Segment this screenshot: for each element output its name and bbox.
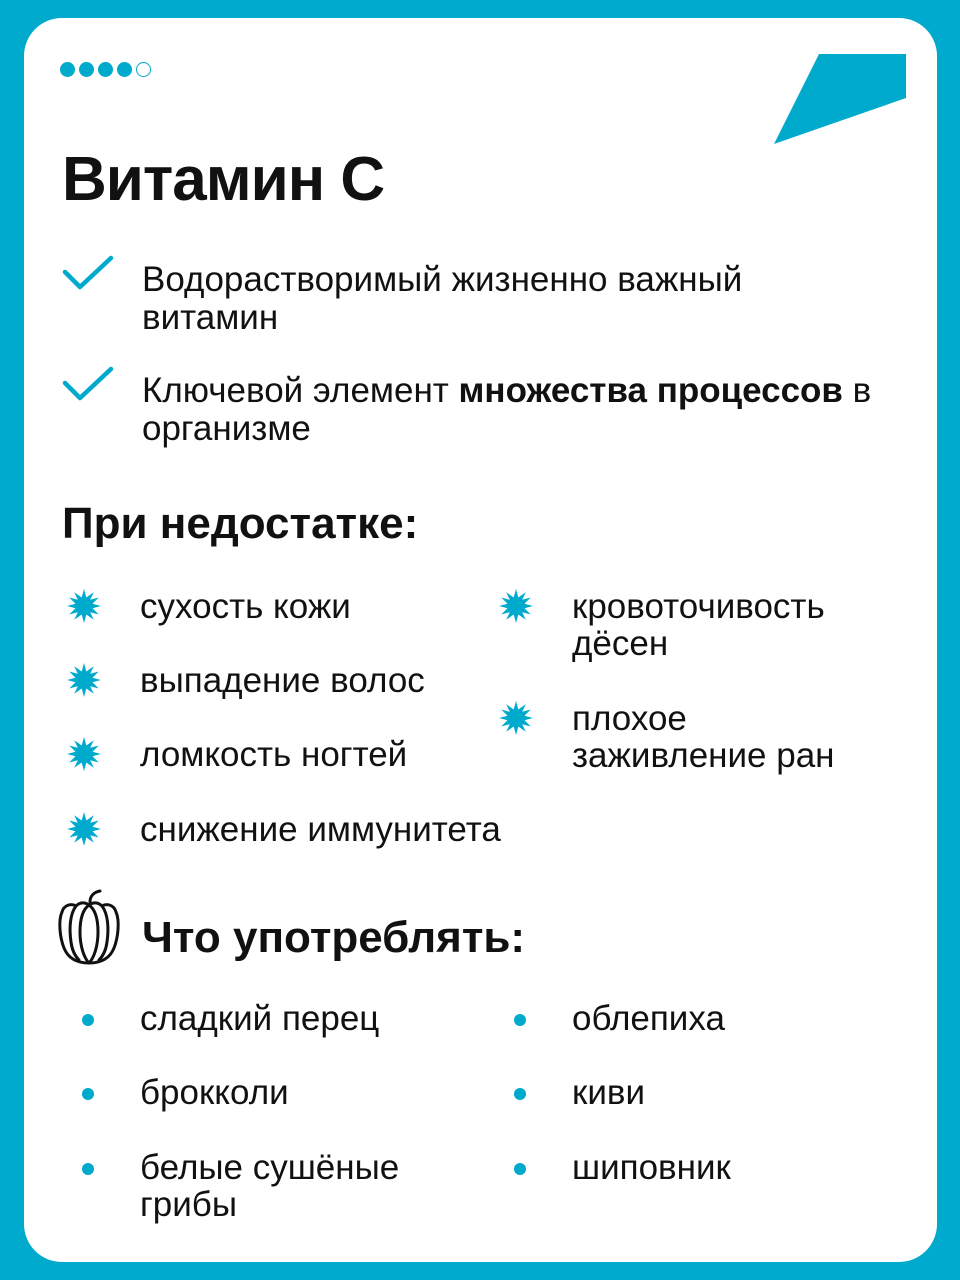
- progress-dot-filled: [98, 62, 113, 77]
- symptom-label: плохое заживление ран: [572, 699, 835, 775]
- symptom-label: сухость кожи: [140, 587, 351, 626]
- page-title: Витамин С: [62, 145, 385, 214]
- bullet-icon: [514, 1088, 526, 1100]
- starburst-icon: [66, 736, 102, 772]
- bullet-icon: [82, 1014, 94, 1026]
- bullet-icon: [514, 1163, 526, 1175]
- food-label: облепиха: [572, 999, 725, 1038]
- progress-dot-filled: [79, 62, 94, 77]
- bell-pepper-icon: [54, 888, 124, 968]
- symptom-label: снижение иммунитета: [140, 810, 501, 849]
- progress-dot-filled: [117, 62, 132, 77]
- bullet-icon: [82, 1163, 94, 1175]
- checkmark-icon: [62, 255, 114, 295]
- deficiency-heading: При недостатке:: [62, 499, 419, 548]
- starburst-icon: [66, 588, 102, 624]
- starburst-icon: [66, 662, 102, 698]
- checkmark-icon: [62, 366, 114, 406]
- bullet-icon: [514, 1014, 526, 1026]
- fact-item: [62, 371, 872, 448]
- symptom-label: кровоточивость дёсен: [572, 587, 825, 663]
- progress-dot-filled: [60, 62, 75, 77]
- food-label: сладкий перец: [140, 999, 380, 1038]
- progress-dot-empty: [136, 62, 151, 77]
- symptom-label: выпадение волос: [140, 661, 425, 700]
- symptom-label: ломкость ногтей: [140, 735, 408, 774]
- food-label: брокколи: [140, 1073, 289, 1112]
- starburst-icon: [498, 700, 534, 736]
- fact-text: Ключевой элемент множества процессов в организме: [142, 371, 872, 448]
- fact-item: [62, 260, 743, 337]
- food-label: шиповник: [572, 1148, 731, 1187]
- starburst-icon: [66, 811, 102, 847]
- progress-dots: [60, 62, 151, 77]
- starburst-icon: [498, 588, 534, 624]
- foods-heading: Что употреблять:: [142, 913, 526, 962]
- bullet-icon: [82, 1088, 94, 1100]
- corner-decoration-shape: [774, 54, 909, 146]
- food-label: белые сушёные грибы: [140, 1148, 400, 1224]
- food-label: киви: [572, 1073, 646, 1112]
- fact-text: Водорастворимый жизненно важный витамин: [142, 260, 743, 337]
- info-card: [24, 18, 937, 1262]
